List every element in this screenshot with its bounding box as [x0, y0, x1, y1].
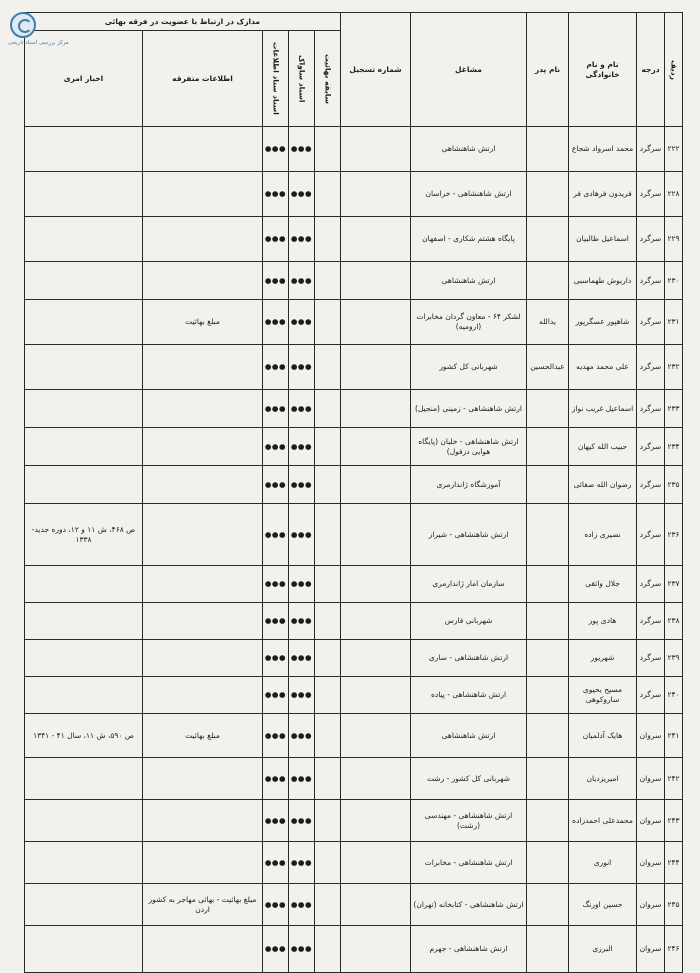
ettelaat-docs-cell: ●●●	[263, 640, 289, 677]
archive-logo-icon	[10, 12, 36, 38]
ettelaat-docs-cell: ●●●	[263, 842, 289, 884]
registration-number-cell	[341, 172, 411, 217]
savak-docs-cell: ●●●	[289, 603, 315, 640]
job-cell: ارتش شاهنشاهی - مهندسی (رشت)	[411, 800, 527, 842]
row-number: ۲۲۲	[665, 127, 683, 172]
registration-number-cell	[341, 466, 411, 504]
savak-docs-cell: ●●●	[289, 172, 315, 217]
job-cell: ارتش شاهنشاهی	[411, 262, 527, 300]
registration-number-cell	[341, 603, 411, 640]
table-row	[25, 217, 683, 262]
watermark	[6, 8, 96, 54]
job-cell: ارتش شاهنشاهی - کتابخانه (تهران)	[411, 884, 527, 926]
father-name-cell	[527, 428, 569, 466]
registration-number-cell	[341, 842, 411, 884]
ettelaat-docs-cell: ●●●	[263, 758, 289, 800]
bahai-record-cell	[315, 758, 341, 800]
ettelaat-docs-cell: ●●●	[263, 714, 289, 758]
row-number: ۲۴۰	[665, 677, 683, 714]
news-cell	[25, 677, 143, 714]
rank-cell: سرگرد	[637, 300, 665, 345]
father-name-cell	[527, 842, 569, 884]
bahai-record-cell	[315, 300, 341, 345]
job-cell: ارتش شاهنشاهی - خلبان (پایگاه هوایی دزفول)	[411, 428, 527, 466]
name-cell: البرزی	[569, 926, 637, 973]
job-cell: ارتش شاهنشاهی - خراسان	[411, 172, 527, 217]
father-name-cell	[527, 640, 569, 677]
ettelaat-docs-cell: ●●●	[263, 677, 289, 714]
father-name-cell	[527, 884, 569, 926]
news-cell	[25, 127, 143, 172]
table-row	[25, 300, 683, 345]
rank-cell: سرگرد	[637, 466, 665, 504]
table-row	[25, 566, 683, 603]
news-cell	[25, 172, 143, 217]
row-number: ۲۳۷	[665, 566, 683, 603]
bahai-record-cell	[315, 566, 341, 603]
watermark-text: مرکز بررسی اسناد تاریخی	[8, 40, 69, 46]
father-name-cell	[527, 127, 569, 172]
rank-cell: سروان	[637, 926, 665, 973]
misc-info-cell	[143, 504, 263, 566]
header-father: نام پدر	[527, 13, 569, 127]
rank-cell: سرگرد	[637, 428, 665, 466]
name-cell: انوری	[569, 842, 637, 884]
ettelaat-docs-cell: ●●●	[263, 603, 289, 640]
savak-docs-cell: ●●●	[289, 714, 315, 758]
rank-cell: سرگرد	[637, 504, 665, 566]
bahai-record-cell	[315, 127, 341, 172]
bahai-record-cell	[315, 345, 341, 390]
misc-info-cell	[143, 603, 263, 640]
news-cell	[25, 262, 143, 300]
registration-number-cell	[341, 640, 411, 677]
job-cell: ارتش شاهنشاهی - شیراز	[411, 504, 527, 566]
bahai-record-cell	[315, 800, 341, 842]
row-number: ۲۲۹	[665, 217, 683, 262]
name-cell: جلال واثقی	[569, 566, 637, 603]
bahai-record-cell	[315, 640, 341, 677]
name-cell: علی محمد مهدیه	[569, 345, 637, 390]
rank-cell: سروان	[637, 884, 665, 926]
registration-number-cell	[341, 300, 411, 345]
father-name-cell: یدالله	[527, 300, 569, 345]
rank-cell: سرگرد	[637, 345, 665, 390]
name-cell: هادی پور	[569, 603, 637, 640]
father-name-cell	[527, 800, 569, 842]
misc-info-cell	[143, 842, 263, 884]
bahai-record-cell	[315, 926, 341, 973]
news-cell	[25, 300, 143, 345]
savak-docs-cell: ●●●	[289, 800, 315, 842]
misc-info-cell	[143, 566, 263, 603]
father-name-cell	[527, 714, 569, 758]
job-cell: ارتش شاهنشاهی - زمینی (منجیل)	[411, 390, 527, 428]
registry-table	[24, 12, 683, 973]
job-cell: آموزشگاه ژاندارمری	[411, 466, 527, 504]
table-row	[25, 714, 683, 758]
name-cell: محمدعلی احمدزاده	[569, 800, 637, 842]
row-number: ۲۳۲	[665, 345, 683, 390]
misc-info-cell: مبلغ بهائیت	[143, 714, 263, 758]
bahai-record-cell	[315, 504, 341, 566]
father-name-cell	[527, 217, 569, 262]
rank-cell: سروان	[637, 714, 665, 758]
bahai-record-cell	[315, 172, 341, 217]
table-row	[25, 466, 683, 504]
ettelaat-docs-cell: ●●●	[263, 390, 289, 428]
rank-cell: سروان	[637, 842, 665, 884]
misc-info-cell: مبلغ بهائیت - بهائی مهاجر به کشور اردن	[143, 884, 263, 926]
bahai-record-cell	[315, 217, 341, 262]
name-cell: هایک آدلمیان	[569, 714, 637, 758]
table-row	[25, 390, 683, 428]
header-news: اخبار امری	[25, 31, 143, 127]
savak-docs-cell: ●●●	[289, 262, 315, 300]
registration-number-cell	[341, 566, 411, 603]
job-cell: سازمان امار ژاندارمری	[411, 566, 527, 603]
registration-number-cell	[341, 504, 411, 566]
rank-cell: سروان	[637, 758, 665, 800]
misc-info-cell	[143, 926, 263, 973]
ettelaat-docs-cell: ●●●	[263, 800, 289, 842]
father-name-cell	[527, 262, 569, 300]
registration-number-cell	[341, 884, 411, 926]
name-cell: فریدون فرهادی فر	[569, 172, 637, 217]
rank-cell: سرگرد	[637, 390, 665, 428]
news-cell	[25, 217, 143, 262]
misc-info-cell	[143, 262, 263, 300]
misc-info-cell: مبلغ بهائیت	[143, 300, 263, 345]
table-row	[25, 428, 683, 466]
registration-number-cell	[341, 714, 411, 758]
bahai-record-cell	[315, 603, 341, 640]
father-name-cell	[527, 677, 569, 714]
savak-docs-cell: ●●●	[289, 300, 315, 345]
registration-number-cell	[341, 677, 411, 714]
misc-info-cell	[143, 390, 263, 428]
savak-docs-cell: ●●●	[289, 217, 315, 262]
name-cell: داریوش طهماسبی	[569, 262, 637, 300]
name-cell: محمد اسرواد شجاع	[569, 127, 637, 172]
header-rank: درجه	[637, 13, 665, 127]
news-cell	[25, 566, 143, 603]
father-name-cell	[527, 466, 569, 504]
savak-docs-cell: ●●●	[289, 428, 315, 466]
ettelaat-docs-cell: ●●●	[263, 884, 289, 926]
savak-docs-cell: ●●●	[289, 640, 315, 677]
name-cell: حسین اورنگ	[569, 884, 637, 926]
table-row	[25, 884, 683, 926]
row-number: ۲۳۹	[665, 640, 683, 677]
row-number: ۲۳۳	[665, 390, 683, 428]
header-reg-no: شماره تسجیل	[341, 13, 411, 127]
news-cell	[25, 640, 143, 677]
news-cell	[25, 842, 143, 884]
registration-number-cell	[341, 217, 411, 262]
registration-number-cell	[341, 127, 411, 172]
table-row	[25, 127, 683, 172]
misc-info-cell	[143, 172, 263, 217]
name-cell: اسماعیل طالبیان	[569, 217, 637, 262]
header-savak-docs: اسناد ساواک	[289, 31, 315, 127]
row-number: ۲۳۶	[665, 504, 683, 566]
registration-number-cell	[341, 758, 411, 800]
ettelaat-docs-cell: ●●●	[263, 926, 289, 973]
ettelaat-docs-cell: ●●●	[263, 262, 289, 300]
bahai-record-cell	[315, 428, 341, 466]
job-cell: ارتش شاهنشاهی - جهرم	[411, 926, 527, 973]
table-row	[25, 842, 683, 884]
job-cell: شهربانی کل کشور - رشت	[411, 758, 527, 800]
row-number: ۲۴۶	[665, 926, 683, 973]
registration-number-cell	[341, 926, 411, 973]
job-cell: ارتش شاهنشاهی - پیاده	[411, 677, 527, 714]
row-number: ۲۴۵	[665, 884, 683, 926]
bahai-record-cell	[315, 714, 341, 758]
bahai-record-cell	[315, 884, 341, 926]
registration-number-cell	[341, 345, 411, 390]
news-cell	[25, 466, 143, 504]
row-number: ۲۳۱	[665, 300, 683, 345]
ettelaat-docs-cell: ●●●	[263, 172, 289, 217]
father-name-cell: عبدالحسین	[527, 345, 569, 390]
job-cell: شهربانی فارس	[411, 603, 527, 640]
registration-number-cell	[341, 428, 411, 466]
table-row	[25, 345, 683, 390]
table-row	[25, 677, 683, 714]
header-ettelaat-docs: اسناد ستاد اطلاعات	[263, 31, 289, 127]
job-cell: شهربانی کل کشور	[411, 345, 527, 390]
rank-cell: سرگرد	[637, 640, 665, 677]
registration-number-cell	[341, 390, 411, 428]
name-cell: مسیح یحیوی ساروکوهی	[569, 677, 637, 714]
rank-cell: سرگرد	[637, 603, 665, 640]
misc-info-cell	[143, 677, 263, 714]
ettelaat-docs-cell: ●●●	[263, 566, 289, 603]
table-row	[25, 603, 683, 640]
ettelaat-docs-cell: ●●●	[263, 466, 289, 504]
name-cell: رضوان الله صفائی	[569, 466, 637, 504]
rank-cell: سرگرد	[637, 217, 665, 262]
ettelaat-docs-cell: ●●●	[263, 217, 289, 262]
father-name-cell	[527, 172, 569, 217]
news-cell	[25, 428, 143, 466]
table-row	[25, 640, 683, 677]
job-cell: ارتش شاهنشاهی	[411, 714, 527, 758]
misc-info-cell	[143, 217, 263, 262]
savak-docs-cell: ●●●	[289, 566, 315, 603]
savak-docs-cell: ●●●	[289, 504, 315, 566]
ettelaat-docs-cell: ●●●	[263, 300, 289, 345]
row-number: ۲۳۴	[665, 428, 683, 466]
father-name-cell	[527, 758, 569, 800]
name-cell: شهریور	[569, 640, 637, 677]
row-number: ۲۳۸	[665, 603, 683, 640]
header-proof-bahai: سابقه بهائیت	[315, 31, 341, 127]
savak-docs-cell: ●●●	[289, 842, 315, 884]
news-cell	[25, 345, 143, 390]
misc-info-cell	[143, 428, 263, 466]
rank-cell: سرگرد	[637, 566, 665, 603]
savak-docs-cell: ●●●	[289, 345, 315, 390]
header-misc-info: اطلاعات متفرقه	[143, 31, 263, 127]
name-cell: امیریزدیان	[569, 758, 637, 800]
news-cell	[25, 603, 143, 640]
bahai-record-cell	[315, 262, 341, 300]
ettelaat-docs-cell: ●●●	[263, 345, 289, 390]
rank-cell: سرگرد	[637, 262, 665, 300]
savak-docs-cell: ●●●	[289, 926, 315, 973]
header-name: نام و نام خانوادگی	[569, 13, 637, 127]
savak-docs-cell: ●●●	[289, 677, 315, 714]
rank-cell: سرگرد	[637, 127, 665, 172]
ettelaat-docs-cell: ●●●	[263, 127, 289, 172]
row-number: ۲۴۳	[665, 800, 683, 842]
misc-info-cell	[143, 758, 263, 800]
job-cell: ارتش شاهنشاهی - مخابرات	[411, 842, 527, 884]
table-row	[25, 926, 683, 973]
name-cell: اسماعیل غریب نواز	[569, 390, 637, 428]
row-number: ۲۳۰	[665, 262, 683, 300]
news-cell	[25, 800, 143, 842]
savak-docs-cell: ●●●	[289, 127, 315, 172]
row-number: ۲۴۱	[665, 714, 683, 758]
bahai-record-cell	[315, 677, 341, 714]
name-cell: شاهپور عسگرپور	[569, 300, 637, 345]
misc-info-cell	[143, 800, 263, 842]
name-cell: حبیب الله کیهان	[569, 428, 637, 466]
savak-docs-cell: ●●●	[289, 884, 315, 926]
father-name-cell	[527, 566, 569, 603]
table-row	[25, 172, 683, 217]
bahai-record-cell	[315, 842, 341, 884]
rank-cell: سروان	[637, 800, 665, 842]
news-cell	[25, 884, 143, 926]
table-row	[25, 800, 683, 842]
savak-docs-cell: ●●●	[289, 390, 315, 428]
misc-info-cell	[143, 127, 263, 172]
header-job: مشاغل	[411, 13, 527, 127]
job-cell: ارتش شاهنشاهی - ساری	[411, 640, 527, 677]
row-number: ۲۳۵	[665, 466, 683, 504]
savak-docs-cell: ●●●	[289, 758, 315, 800]
table-row	[25, 262, 683, 300]
father-name-cell	[527, 603, 569, 640]
row-number: ۲۴۴	[665, 842, 683, 884]
rank-cell: سرگرد	[637, 172, 665, 217]
misc-info-cell	[143, 640, 263, 677]
misc-info-cell	[143, 466, 263, 504]
father-name-cell	[527, 390, 569, 428]
job-cell: لشکر ۶۴ - معاون گردان مخابرات (ارومیه)	[411, 300, 527, 345]
misc-info-cell	[143, 345, 263, 390]
registration-number-cell	[341, 800, 411, 842]
savak-docs-cell: ●●●	[289, 466, 315, 504]
row-number: ۲۲۸	[665, 172, 683, 217]
news-cell	[25, 390, 143, 428]
job-cell: ارتش شاهنشاهی	[411, 127, 527, 172]
table-row	[25, 504, 683, 566]
header-docs-group: مدارک در ارتباط با عضویت در فرقه بهائی	[25, 13, 341, 31]
name-cell: نصیری زاده	[569, 504, 637, 566]
news-cell: ص ۵۹۰، ش ۱۱، سال ۴۱ - ۱۳۴۱	[25, 714, 143, 758]
rank-cell: سرگرد	[637, 677, 665, 714]
father-name-cell	[527, 926, 569, 973]
ettelaat-docs-cell: ●●●	[263, 428, 289, 466]
header-radif: ردیف	[665, 13, 683, 127]
news-cell	[25, 758, 143, 800]
table-row	[25, 758, 683, 800]
job-cell: پایگاه هشتم شکاری - اصفهان	[411, 217, 527, 262]
news-cell: ص ۴۶۸، ش ۱۱ و ۱۲، دوره جدید- ۱۳۳۸	[25, 504, 143, 566]
ettelaat-docs-cell: ●●●	[263, 504, 289, 566]
bahai-record-cell	[315, 390, 341, 428]
row-number: ۲۴۲	[665, 758, 683, 800]
father-name-cell	[527, 504, 569, 566]
registration-number-cell	[341, 262, 411, 300]
news-cell	[25, 926, 143, 973]
bahai-record-cell	[315, 466, 341, 504]
